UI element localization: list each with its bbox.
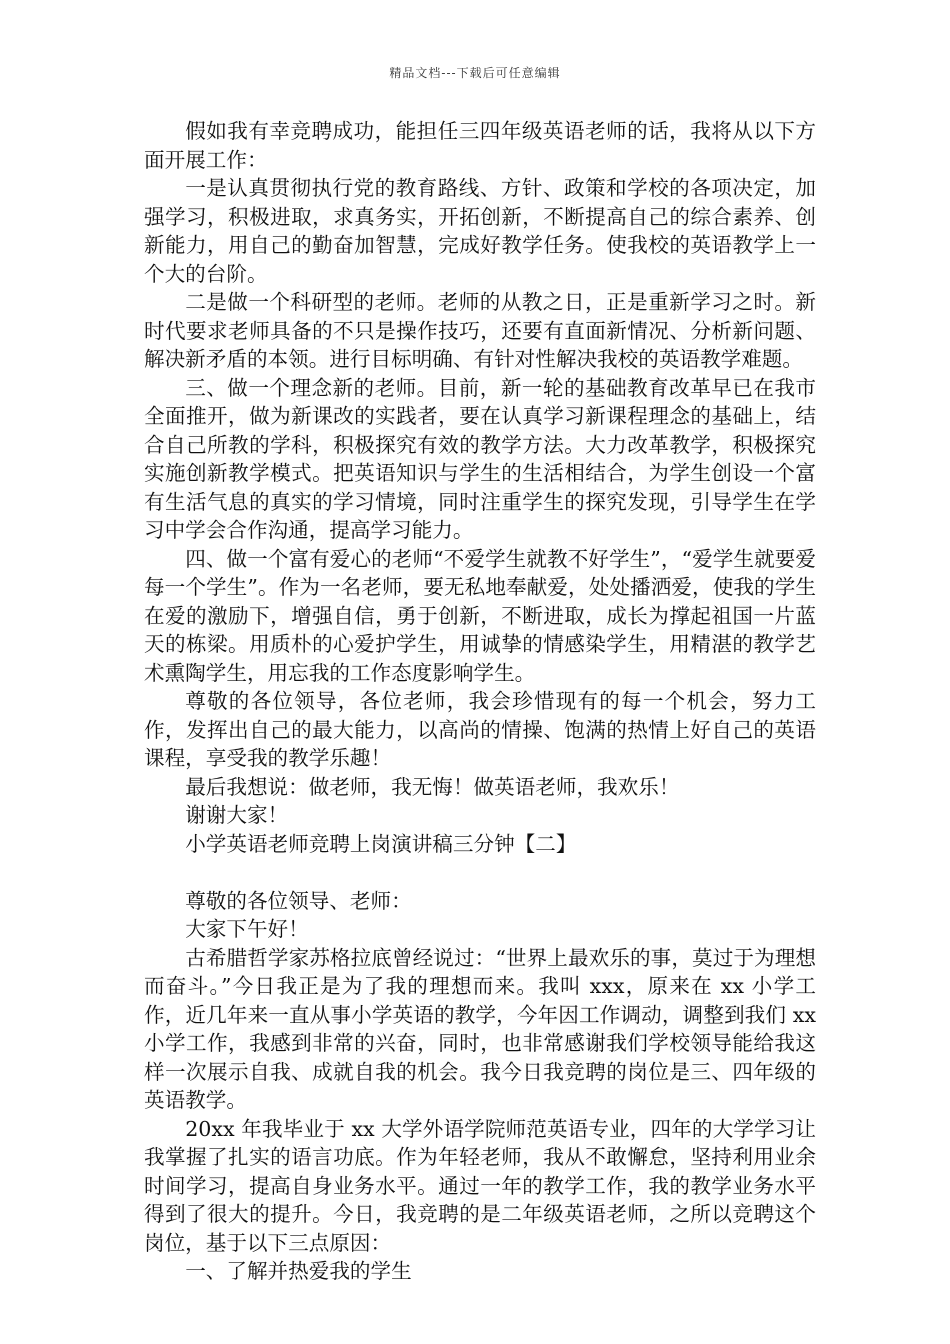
paragraph: 一是认真贯彻执行党的教育路线、方针、政策和学校的各项决定，加强学习，积极进取，求真务实，开拓创新，不断提高自己的综合素养、创新能力，用自己的勤奋加智慧，完成好教学任务。使我校的英语教学上一个大的台阶。 <box>144 176 816 286</box>
document-body <box>144 117 816 1286</box>
paragraph: 谢谢大家！ <box>185 803 289 827</box>
section-title: 小学英语老师竞聘上岗演讲稿三分钟【二】 <box>185 831 577 856</box>
paragraph: 最后我想说：做老师，我无悔！做英语老师，我欢乐！ <box>185 774 680 799</box>
paragraph: 尊敬的各位领导，各位老师，我会珍惜现有的每一个机会，努力工作，发挥出自己的最大能力，以高尚的情操、饱满的热情上好自己的英语课程，享受我的教学乐趣！ <box>144 689 816 770</box>
paragraph: 假如我有幸竞聘成功，能担任三四年级英语老师的话，我将从以下方面开展工作： <box>144 119 816 172</box>
paragraph: 20xx 年我毕业于 xx 大学外语学院师范英语专业，四年的大学学习让我掌握了扎实的语言功底。作为年轻老师，我从不敢懈怠，坚持利用业余时间学习，提高自身业务水平。通过一年的教学工作，我的教学业务水平得到了很大的提升。今日，我竞聘的是二年级英语老师，之所以竞聘这个岗位，基于以下三点原因： <box>144 1116 816 1255</box>
paragraph: 四、做一个富有爱心的老师“不爱学生就教不好学生”，“爱学生就要爱每一个学生”。作为一名老师，要无私地奉献爱，处处播洒爱，使我的学生在爱的激励下，增强自信，勇于创新，不断进取，成长为撑起祖国一片蓝天的栋梁。用质朴的心爱护学生，用诚挚的情感染学生，用精湛的教学艺术熏陶学生，用忘我的工作态度影响学生。 <box>144 546 816 685</box>
page-header: 精品文档---下载后可任意编辑 <box>389 66 561 80</box>
paragraph: 一、了解并热爱我的学生 <box>185 1259 412 1283</box>
paragraph: 三、做一个理念新的老师。目前，新一轮的基础教育改革早已在我市全面推开，做为新课改的实践者，要在认真学习新课程理念的基础上，结合自己所教的学科，积极探究有效的教学方法。大力改革教学，积极探究实施创新教学模式。把英语知识与学生的生活相结合，为学生创设一个富有生活气息的真实的学习情境，同时注重学生的探究发现，引导学生在学习中学会合作沟通，提高学习能力。 <box>144 375 816 542</box>
greeting: 大家下午好！ <box>185 917 309 941</box>
blank-line <box>144 858 816 887</box>
paragraph: 二是做一个科研型的老师。老师的从教之日，正是重新学习之时。新时代要求老师具备的不只是操作技巧，还要有直面新情况、分析新问题、解决新矛盾的本领。进行目标明确、有针对性解决我校的英语教学难题。 <box>144 290 816 371</box>
salutation: 尊敬的各位领导、老师： <box>185 888 412 913</box>
paragraph: 古希腊哲学家苏格拉底曾经说过：“世界上最欢乐的事，莫过于为理想而奋斗。”今日我正是为了我的理想而来。我叫 xxx，原来在 xx 小学工作，近几年来一直从事小学英语的教学，今年因工作调动，调整到我们 xx 小学工作，我感到非常的兴奋，同时，也非常感谢我们学校领导能给我这样一次展示自我、成就自我的机会。我今日我竞聘的岗位是三、四年级的英语教学。 <box>144 945 816 1112</box>
